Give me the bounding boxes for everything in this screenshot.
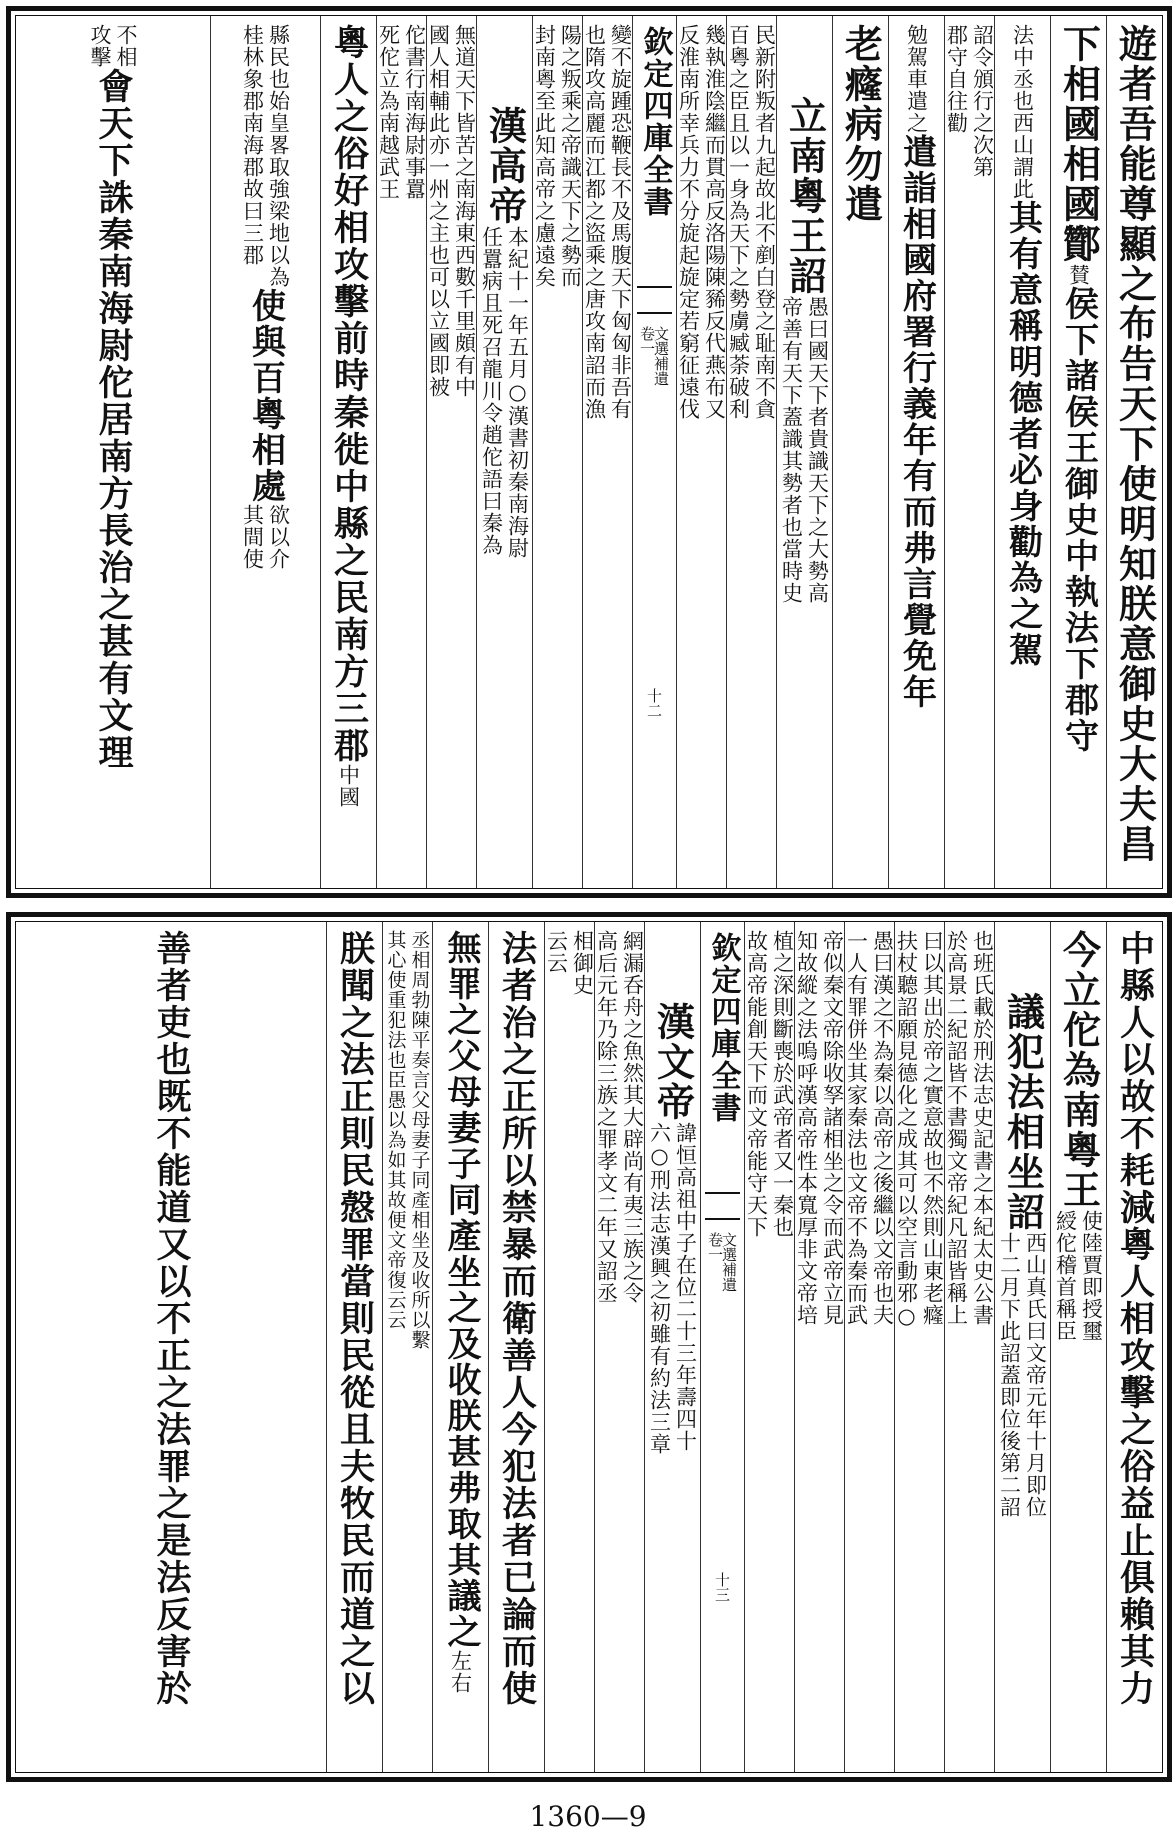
top-col-12-note-a: 本紀十一年五月○漢書初秦南海尉 xyxy=(505,226,530,559)
bottom-center-juan: 卷一 xyxy=(706,1232,724,1262)
top-col-14-note-b: 死佗立為南越武王 xyxy=(376,24,401,200)
top-col-2-note: 賛 xyxy=(1066,264,1091,286)
bottom-col-15 xyxy=(326,922,382,1772)
top-col-1-text: 遊者吾能尊顯之布告天下使明知朕意御史大夫昌 xyxy=(1112,24,1158,864)
bottom-col-3 xyxy=(994,922,1050,1772)
bottom-page-frame xyxy=(15,921,1163,1773)
bottom-col-13 xyxy=(432,922,488,1772)
bottom-col-9-title: 漢文帝 xyxy=(650,1002,696,1122)
top-col-11 xyxy=(532,16,582,888)
bottom-col-11-note-a: 相御史 xyxy=(570,930,594,996)
bottom-col-4-note-b: 於高景二紀詔皆不書獨文帝紀凡詔皆稱上 xyxy=(944,930,969,1326)
bottom-col-3-title: 議犯法相坐詔 xyxy=(1000,992,1046,1232)
bottom-col-13-note: 左右 xyxy=(448,1650,473,1694)
bottom-col-6-note-a: 愚曰漢之不為秦以高帝之後繼以文帝也夫 xyxy=(870,930,894,1326)
top-col-10-note-b: 也隋攻高麗而江都之盜乘之唐攻南詔而漁 xyxy=(582,24,607,420)
bottom-col-6 xyxy=(844,922,894,1772)
bottom-col-7-note-b: 知故縱之法嗚呼漢高帝性本寬厚非文帝培 xyxy=(794,930,819,1326)
bottom-col-11-note-b: 云云 xyxy=(544,930,569,974)
top-center-title: 欽定四庫全書 xyxy=(637,26,673,218)
top-col-8-note-a: 民新附叛者九起故北不剷白登之耻南不貪 xyxy=(752,24,776,420)
bottom-col-14 xyxy=(382,922,432,1772)
top-col-8-note-b: 百粵之臣且以一身為天下之勢虜臧荼破利 xyxy=(726,24,751,420)
bottom-center-sub: 文選補遺 xyxy=(720,1232,738,1292)
top-col-2 xyxy=(1050,16,1106,888)
bottom-col-7 xyxy=(794,922,844,1772)
bottom-col-2-text: 今立佗為南粵王 xyxy=(1056,930,1102,1210)
top-col-15-note: 中國 xyxy=(336,764,361,808)
top-col-17-note-a: 不相 xyxy=(114,24,138,68)
top-col-16-note-b: 桂林象郡南海郡故曰三郡 xyxy=(240,24,265,266)
top-center-sub: 文選補遺 xyxy=(652,326,670,386)
top-col-15-text: 粵人之俗好相攻擊前時秦徙中縣之民南方三郡 xyxy=(328,24,370,764)
bottom-col-14-note-b: 其心使重犯法也臣愚以為如其故便文帝復云云 xyxy=(384,930,407,1330)
top-page xyxy=(6,6,1172,898)
top-col-5 xyxy=(888,16,944,888)
top-col-12-title: 漢高帝 xyxy=(482,106,528,226)
top-col-13 xyxy=(426,16,476,888)
top-col-3-note: 法中丞也西山謂此 xyxy=(1010,24,1035,200)
top-center-juan: 卷一 xyxy=(638,326,656,356)
top-center-page: 十二 xyxy=(645,688,663,718)
bottom-col-5 xyxy=(894,922,944,1772)
top-col-7-note-a: 愚曰國天下者貴識天下之大勢高 xyxy=(805,296,830,604)
top-col-14-note-a: 佗書行南海尉事囂 xyxy=(402,24,426,200)
top-col-11-note-b: 封南粵至此知高帝之慮遠矣 xyxy=(532,24,557,288)
bottom-col-16-text: 善者吏也既不能道又以不正之法罪之是法反害於 xyxy=(151,930,192,1707)
bottom-col-11 xyxy=(544,922,594,1772)
bottom-col-2-note-b: 綬佗稽首稱臣 xyxy=(1053,1210,1078,1342)
top-col-2-text: 下相國相國酇 xyxy=(1056,24,1102,264)
top-col-11-note-a: 陽之叛乘之帝識天下之勢而 xyxy=(558,24,582,288)
bottom-col-10-note-a: 網漏呑舟之魚然其大辟尚有夷三族之令 xyxy=(620,930,644,1304)
top-col-5-note: 勉駕車遣之 xyxy=(904,24,929,134)
bottom-col-3-note-b: 十二月下此詔蓋即位後第二詔 xyxy=(997,1232,1022,1518)
bottom-col-9-note-a: 諱恒高祖中子在位二十三年壽四十 xyxy=(673,1122,698,1452)
bottom-col-1 xyxy=(1106,922,1162,1772)
top-col-4 xyxy=(944,16,994,888)
page-footer-number: 1360—9 xyxy=(529,1800,647,1833)
top-col-9-note-b: 反淮南所幸兵力不分旋起旋定若窮征遠伐 xyxy=(676,24,701,420)
top-col-16-note2-b: 其間使 xyxy=(240,504,265,570)
bottom-columns xyxy=(16,922,1162,1772)
top-col-17 xyxy=(16,16,210,888)
top-col-16 xyxy=(210,16,320,888)
top-col-7-note-b: 帝善有天下蓋識其勢者也當時史 xyxy=(779,296,804,604)
bottom-col-10-note-b: 高后元年乃除三族之罪孝文二年又詔丞 xyxy=(594,930,619,1304)
bottom-col-2-note-a: 使陸賈即授璽 xyxy=(1079,1210,1104,1342)
top-col-4-note-a: 詔令頒行之次第 xyxy=(970,24,994,178)
top-col-9-note-a: 幾執淮陰繼而貫高反洛陽陳豨反代燕布又 xyxy=(702,24,726,420)
bottom-center-title: 欽定四庫全書 xyxy=(705,932,741,1124)
bottom-center-fold xyxy=(700,922,744,1772)
top-col-13-note-b: 國人相輔此亦一州之主也可以立國即被 xyxy=(426,24,451,398)
bottom-col-12 xyxy=(488,922,544,1772)
bottom-col-1-text: 中縣人以故不耗減粵人相攻擊之俗益止俱賴其力 xyxy=(1114,930,1156,1707)
top-col-13-note-a: 無道天下皆苦之南海東西數千里頗有中 xyxy=(452,24,476,398)
bottom-col-4 xyxy=(944,922,994,1772)
bottom-col-7-note-a: 帝似秦文帝除收孥諸相坐之令而武帝立見 xyxy=(820,930,844,1326)
bottom-col-8-note-b: 故高帝能創天下而文帝能守天下 xyxy=(744,930,769,1238)
bottom-col-14-note-a: 丞相周勃陳平奏言父母妻子同產相坐及收所以繫 xyxy=(408,930,431,1350)
top-col-4-note-b: 郡守自往勸 xyxy=(944,24,969,134)
bottom-col-5-note-a: 曰以其出於帝之實意故也不然則山東老癃 xyxy=(920,930,944,1326)
top-col-12 xyxy=(476,16,532,888)
top-col-1 xyxy=(1106,16,1162,888)
bottom-col-16 xyxy=(16,922,326,1772)
top-col-8 xyxy=(726,16,776,888)
bottom-page xyxy=(6,912,1172,1782)
top-col-16-text: 使與百粵相處 xyxy=(245,288,286,504)
bottom-col-15-text: 朕聞之法正則民慤罪當則民從且夫牧民而道之以 xyxy=(334,930,376,1707)
bottom-col-5-note-b: 扶杖聽詔願見德化之成其可以空言動邪○ xyxy=(894,930,919,1329)
top-col-15 xyxy=(320,16,376,888)
top-col-16-note-a: 縣民也始皇畧取強梁地以為 xyxy=(266,24,291,288)
top-col-10 xyxy=(582,16,632,888)
bottom-col-3-note-a: 西山真氏曰文帝元年十月即位 xyxy=(1023,1232,1048,1518)
bottom-col-9-note-b: 六○刑法志漢興之初雖有約法三章 xyxy=(647,1122,672,1455)
top-col-10-note-a: 變不旋踵恐鞭長不及馬腹天下匈匈非吾有 xyxy=(608,24,632,420)
top-col-12-note-b: 任囂病且死召龍川令趙佗語曰秦為 xyxy=(479,226,504,556)
top-col-17-note-b: 攻擊 xyxy=(88,24,112,68)
top-center-fold xyxy=(632,16,676,888)
top-col-5-text: 遣詣相國府署行義年有而弗言覺免年 xyxy=(896,134,937,710)
top-page-frame xyxy=(15,15,1163,889)
bottom-fish-tail xyxy=(705,1192,740,1220)
top-col-6 xyxy=(832,16,888,888)
top-col-16-note2-a: 欲以介 xyxy=(266,504,291,570)
top-col-3-text: 其有意稱明德者必身勸為之駕 xyxy=(1002,200,1043,668)
bottom-col-8-note-a: 植之深則斷喪於武帝者又一秦也 xyxy=(770,930,794,1238)
bottom-col-8 xyxy=(744,922,794,1772)
top-col-7-title: 立南粵王詔 xyxy=(782,96,828,296)
top-fish-tail xyxy=(637,286,672,314)
bottom-col-9 xyxy=(644,922,700,1772)
top-col-7 xyxy=(776,16,832,888)
top-col-17-text: 會天下誅秦南海尉佗居南方長治之甚有文理 xyxy=(93,68,134,771)
top-col-6-text: 老癃病勿遣 xyxy=(838,24,884,224)
top-columns xyxy=(16,16,1162,888)
top-col-2-text2: 侯下諸侯王御史中執法下郡守 xyxy=(1058,286,1099,754)
top-col-14 xyxy=(376,16,426,888)
bottom-col-10 xyxy=(594,922,644,1772)
top-col-9 xyxy=(676,16,726,888)
top-col-3 xyxy=(994,16,1050,888)
bottom-col-12-text: 法者治之正所以禁暴而衛善人今犯法者已論而使 xyxy=(496,930,538,1707)
bottom-col-2 xyxy=(1050,922,1106,1772)
bottom-col-13-text: 無罪之父母妻子同產坐之及收朕甚弗取其議之 xyxy=(441,930,481,1650)
bottom-col-4-note-a: 也班氏載於刑法志史記書之本紀太史公書 xyxy=(970,930,994,1326)
bottom-col-6-note-b: 一人有罪併坐其家秦法也文帝不為秦而武 xyxy=(844,930,869,1326)
bottom-center-page: 十三 xyxy=(713,1572,731,1602)
